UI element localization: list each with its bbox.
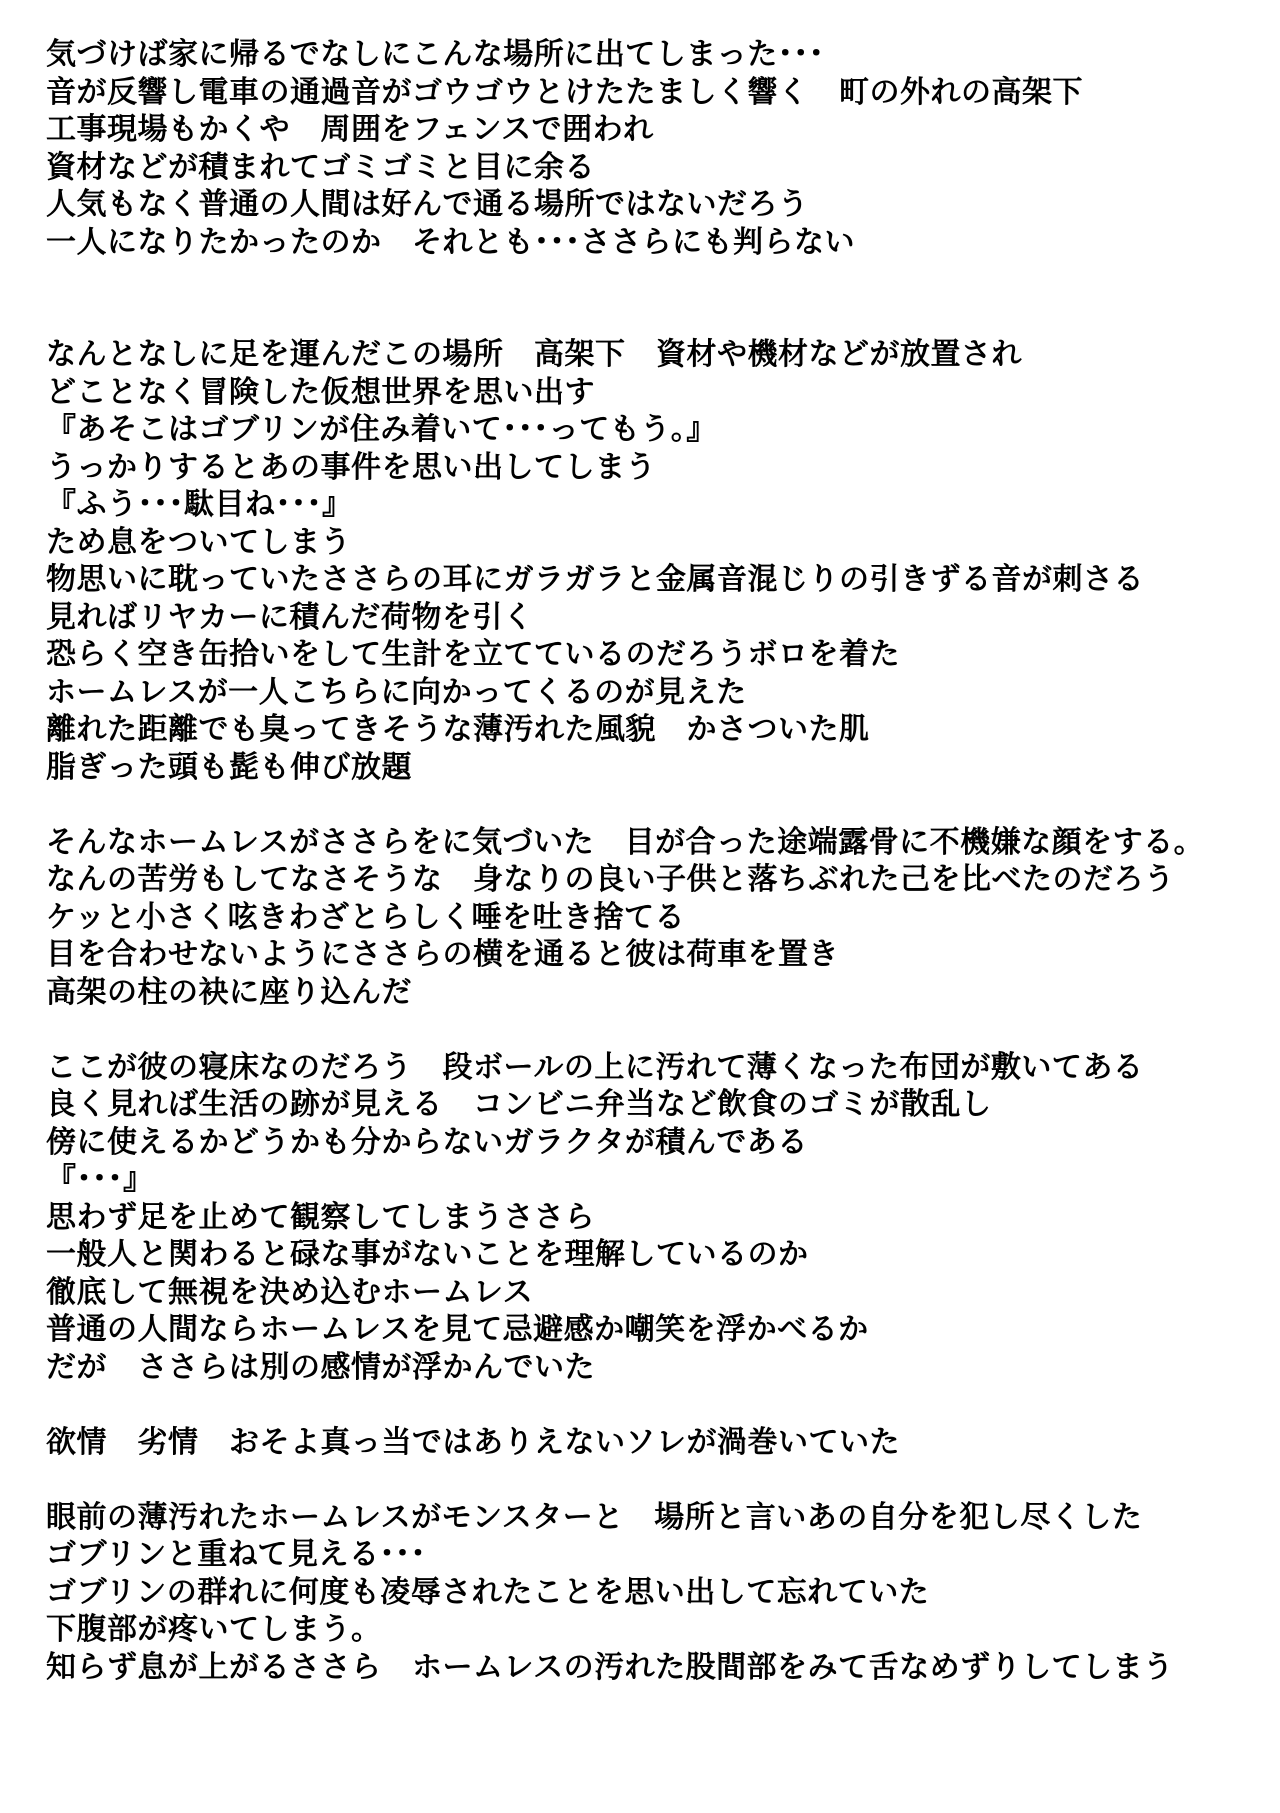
text-line: 脂ぎった頭も髭も伸び放題 [46,749,412,785]
text-line: 下腹部が疼いてしまう。 [46,1612,382,1647]
text-line: 傍に使えるかどうかも分からないガラクタが積んである [46,1124,808,1160]
text-line: 眼前の薄汚れたホームレスがモンスターと 場所と言いあの自分を犯し尽くした [46,1499,1143,1535]
text-line: 『ふう･･･駄目ね･･･』 [46,487,353,522]
text-line: なんとなしに足を運んだこの場所 高架下 資材や機材などが放置され [46,337,1022,372]
text-line: 高架の柱の袂に座り込んだ [46,974,412,1010]
text-line: 欲情 劣情 おそよ真っ当ではありえないソレが渦巻いていた [46,1424,900,1460]
text-line: 音が反響し電車の通過音がゴウゴウとけたたましく響く 町の外れの高架下 [46,74,1083,110]
text-line: 物思いに耽っていたささらの耳にガラガラと金属音混じりの引きずる音が刺さる [46,562,1144,597]
text-line: 徹底して無視を決め込むホームレス [46,1274,534,1310]
text-line: 『･･･』 [46,1162,154,1197]
text-line: 一般人と関わると碌な事がないことを理解しているのか [46,1237,809,1272]
text-line: 恐らく空き缶拾いをして生計を立てているのだろうボロを着た [46,637,900,672]
text-line: なんの苦労もしてなさそうな 身なりの良い子供と落ちぶれた己を比べたのだろう [46,862,1175,897]
text-line: 工事現場もかくや 周囲をフェンスで囲われ [46,112,654,147]
paragraph-spacer [46,1461,1266,1499]
paragraph-1 [46,36,1266,261]
paragraph-spacer [46,786,1266,824]
text-line: ケッと小さく呟きわざとらしく唾を吐き捨てる [46,899,685,935]
document-page [46,36,1266,1686]
text-line: 見ればリヤカーに積んだ荷物を引く [46,599,534,635]
paragraph-3 [46,824,1266,1012]
text-line: ゴブリンの群れに何度も凌辱されたことを思い出して忘れていた [46,1574,930,1610]
text-line: 一人になりたかったのか それとも･･･ささらにも判らない [46,224,855,260]
text-line: 資材などが積まれてゴミゴミと目に余る [46,149,595,185]
text-line: 知らず息が上がるささら ホームレスの汚れた股間部をみて舌なめずりしてしまう [46,1649,1174,1685]
text-line: 離れた距離でも臭ってきそうな薄汚れた風貌 かさついた肌 [46,712,870,747]
text-line: ここが彼の寝床なのだろう 段ボールの上に汚れて薄くなった布団が敷いてある [46,1049,1144,1085]
text-line: ホームレスが一人こちらに向かってくるのが見えた [46,674,747,710]
paragraph-6 [46,1499,1266,1687]
paragraph-5 [46,1424,1266,1462]
text-line: だが ささらは別の感情が浮かんでいた [46,1349,595,1385]
text-line: 普通の人間ならホームレスを見て忌避感か嘲笑を浮かべるか [46,1312,869,1347]
paragraph-spacer [46,1386,1266,1424]
text-line: どことなく冒険した仮想世界を思い出す [46,374,595,410]
paragraph-spacer [46,1011,1266,1049]
text-line: ため息をついてしまう [46,524,351,560]
text-line: 思わず足を止めて観察してしまうささら [46,1199,595,1235]
text-line: そんなホームレスがささらをに気づいた 目が合った途端露骨に不機嫌な顔をする。 [46,824,1205,860]
text-line: 人気もなく普通の人間は好んで通る場所ではないだろう [46,187,809,222]
text-line: うっかりするとあの事件を思い出してしまう [46,449,656,485]
text-line: 良く見れば生活の跡が見える コンビニ弁当など飲食のゴミが散乱し [46,1087,992,1122]
text-line: 気づけば家に帰るでなしにこんな場所に出てしまった･･･ [46,37,825,72]
paragraph-4 [46,1049,1266,1387]
paragraph-2 [46,336,1266,786]
text-line: ゴブリンと重ねて見える･･･ [46,1537,427,1572]
text-line: 『あそこはゴブリンが住み着いて･･･ってもう。』 [46,412,717,447]
paragraph-spacer [46,261,1266,336]
text-line: 目を合わせないようにささらの横を通ると彼は荷車を置き [46,937,839,972]
